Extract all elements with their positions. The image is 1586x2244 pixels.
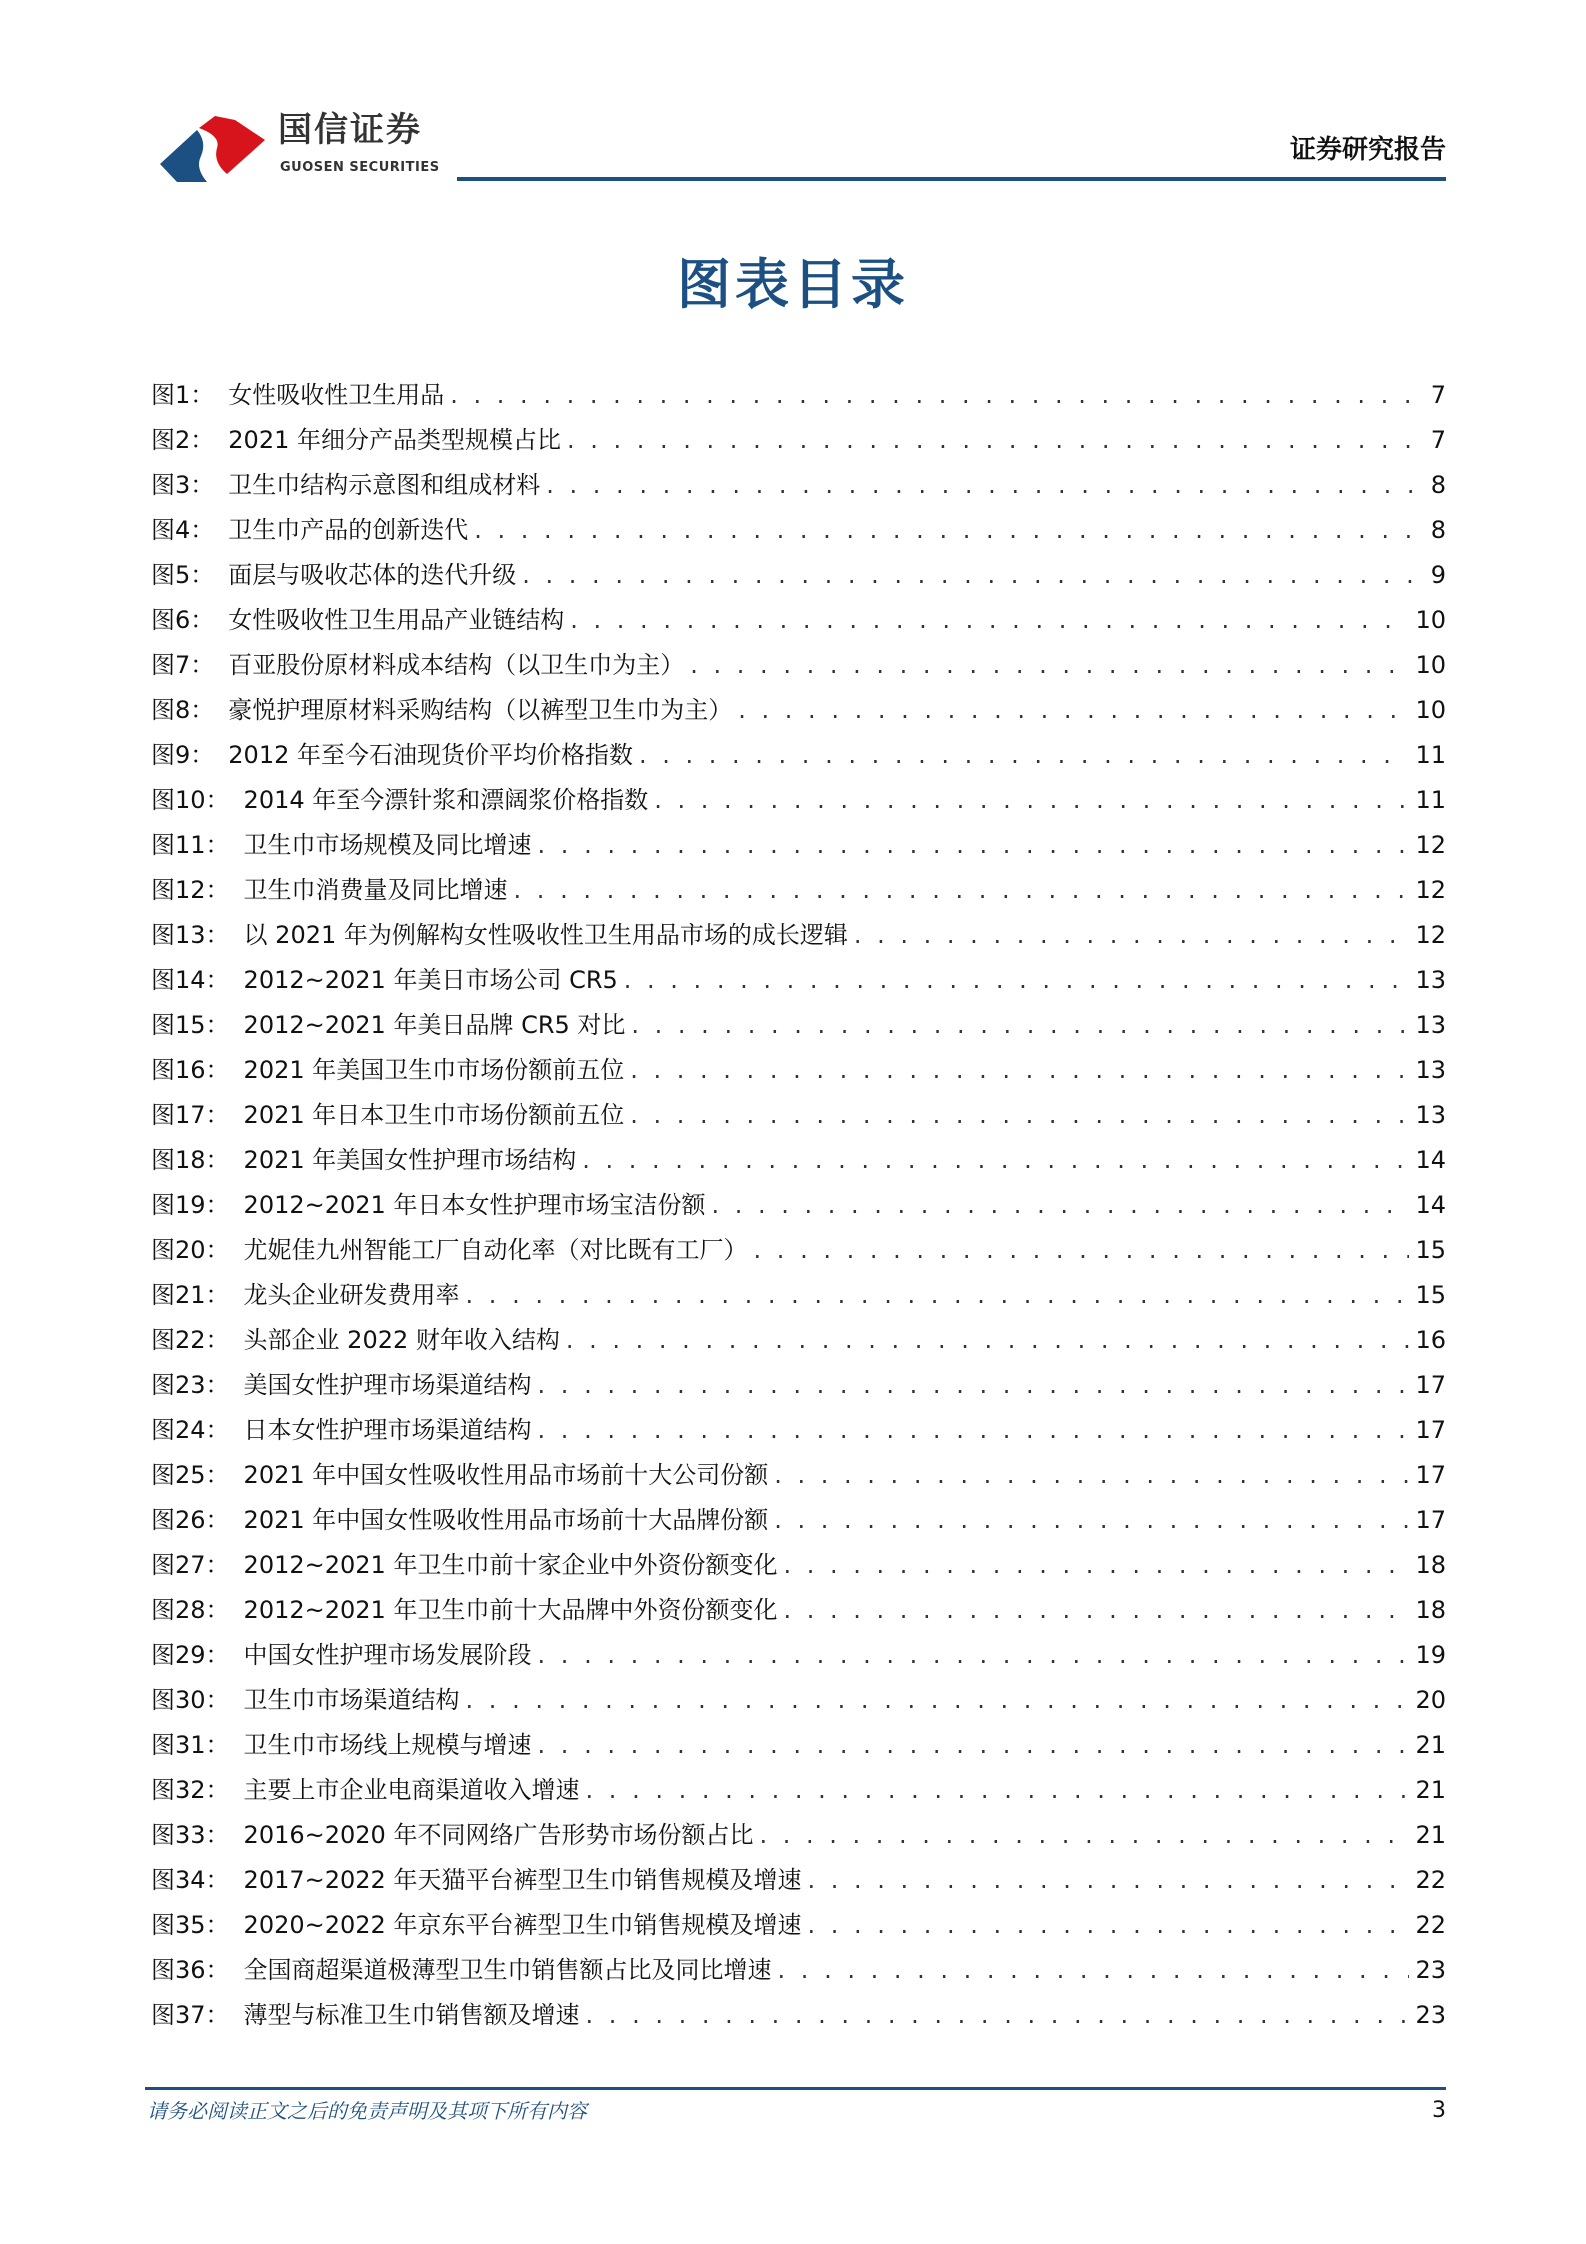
toc-page-number: 23 (1415, 1956, 1446, 1984)
figure-number: 图33： (151, 1821, 230, 1849)
toc-page-number: 18 (1415, 1551, 1446, 1579)
figure-title: 以 2021 年为例解构女性吸收性卫生用品市场的成长逻辑 (243, 921, 848, 949)
toc-label (151, 1995, 580, 2035)
leader-dots (783, 1545, 1409, 1585)
figure-number: 图28： (151, 1596, 230, 1624)
toc-page-number: 12 (1415, 876, 1446, 904)
figure-title: 2021 年中国女性吸收性用品市场前十大品牌份额 (243, 1506, 769, 1534)
figure-title: 2012~2021 年卫生巾前十大品牌中外资份额变化 (243, 1596, 778, 1624)
figure-number: 图25： (151, 1461, 230, 1489)
toc-page-number: 13 (1415, 1101, 1446, 1129)
figure-title: 中国女性护理市场发展阶段 (243, 1641, 532, 1669)
toc-page-number: 13 (1415, 1056, 1446, 1084)
toc-entry[interactable] (151, 1095, 1446, 1140)
leader-dots (631, 1005, 1409, 1045)
toc-entry[interactable] (151, 1005, 1446, 1050)
toc-label (151, 1500, 768, 1540)
leader-dots (654, 780, 1409, 820)
toc-page-number: 20 (1415, 1686, 1446, 1714)
figure-number: 图24： (151, 1416, 230, 1444)
toc-page-number: 19 (1415, 1641, 1446, 1669)
leader-dots (566, 1320, 1410, 1360)
leader-dots (711, 1185, 1409, 1225)
figure-number: 图23： (151, 1371, 230, 1399)
toc-label (151, 510, 468, 550)
toc-label (151, 555, 516, 595)
figure-number: 图34： (151, 1866, 230, 1894)
figure-number: 图4： (151, 516, 215, 544)
toc-label (151, 420, 561, 460)
figure-number: 图10： (151, 786, 230, 814)
toc-page-number: 21 (1415, 1821, 1446, 1849)
figure-number: 图16： (151, 1056, 230, 1084)
figure-number: 图2： (151, 426, 215, 454)
toc-label (151, 870, 508, 910)
leader-dots (538, 825, 1410, 865)
toc-entry[interactable] (151, 1905, 1446, 1950)
header-divider (457, 177, 1446, 181)
leader-dots (774, 1500, 1409, 1540)
toc-entry[interactable] (151, 555, 1446, 600)
leader-dots (807, 1860, 1409, 1900)
figure-number: 图3： (151, 471, 215, 499)
toc-label (151, 1815, 753, 1855)
toc-label (151, 1860, 801, 1900)
toc-entry[interactable] (151, 960, 1446, 1005)
toc-entry[interactable] (151, 825, 1446, 870)
toc-label (151, 465, 540, 505)
figure-title: 2016~2020 年不同网络广告形势市场份额占比 (243, 1821, 754, 1849)
toc-label (151, 600, 564, 640)
toc-label (151, 645, 684, 685)
figure-title: 2012~2021 年日本女性护理市场宝洁份额 (243, 1191, 706, 1219)
leader-dots (538, 1725, 1410, 1765)
leader-dots (586, 1770, 1410, 1810)
toc-page-number: 12 (1415, 831, 1446, 859)
figure-title: 全国商超渠道极薄型卫生巾销售额占比及同比增速 (243, 1956, 772, 1984)
toc-page-number: 22 (1415, 1911, 1446, 1939)
toc-entry[interactable] (151, 735, 1446, 780)
toc-label (151, 1590, 777, 1630)
leader-dots (466, 1275, 1410, 1315)
figure-number: 图21： (151, 1281, 230, 1309)
toc-page-number: 17 (1415, 1371, 1446, 1399)
figure-title: 2020~2022 年京东平台裤型卫生巾销售规模及增速 (243, 1911, 802, 1939)
figure-title: 2012~2021 年美日市场公司 CR5 (243, 966, 618, 994)
toc-label (151, 375, 444, 415)
figure-number: 图35： (151, 1911, 230, 1939)
toc-page-number: 11 (1415, 786, 1446, 814)
figure-title: 日本女性护理市场渠道结构 (243, 1416, 532, 1444)
toc-label (151, 960, 618, 1000)
leader-dots (754, 1230, 1410, 1270)
toc-page-number: 16 (1415, 1326, 1446, 1354)
figure-number: 图6： (151, 606, 215, 634)
toc-page-number: 17 (1415, 1461, 1446, 1489)
toc-entry[interactable] (151, 1230, 1446, 1275)
figure-title: 女性吸收性卫生用品 (228, 381, 445, 409)
footer-disclaimer: 请务必阅读正文之后的免责声明及其项下所有内容 (147, 2099, 587, 2123)
leader-dots (630, 1095, 1409, 1135)
toc-entry[interactable] (151, 1725, 1446, 1770)
toc-label (151, 1140, 576, 1180)
leader-dots (474, 510, 1424, 550)
figure-title: 2012 年至今石油现货价平均价格指数 (228, 741, 633, 769)
figure-title: 主要上市企业电商渠道收入增速 (243, 1776, 580, 1804)
figure-title: 卫生巾市场渠道结构 (243, 1686, 460, 1714)
figure-title: 头部企业 2022 财年收入结构 (243, 1326, 560, 1354)
leader-dots (807, 1905, 1409, 1945)
leader-dots (759, 1815, 1409, 1855)
toc-entry[interactable] (151, 1770, 1446, 1815)
toc-label (151, 915, 848, 955)
toc-page-number: 21 (1415, 1731, 1446, 1759)
toc-label (151, 1455, 768, 1495)
toc-page-number: 21 (1415, 1776, 1446, 1804)
figure-number: 图26： (151, 1506, 230, 1534)
leader-dots (639, 735, 1409, 775)
figure-number: 图7： (151, 651, 215, 679)
figure-number: 图31： (151, 1731, 230, 1759)
toc-entry[interactable] (151, 510, 1446, 555)
report-type: 证券研究报告 (1289, 135, 1446, 165)
figure-title: 卫生巾市场线上规模与增速 (243, 1731, 532, 1759)
figure-number: 图8： (151, 696, 215, 724)
figure-number: 图37： (151, 2001, 230, 2029)
toc-page-number: 13 (1415, 966, 1446, 994)
toc-entry[interactable] (151, 1635, 1446, 1680)
figure-number: 图14： (151, 966, 230, 994)
toc-page-number: 11 (1415, 741, 1446, 769)
figure-number: 图9： (151, 741, 215, 769)
figure-title: 龙头企业研发费用率 (243, 1281, 460, 1309)
toc-entry[interactable] (151, 420, 1446, 465)
figure-title: 卫生巾市场规模及同比增速 (243, 831, 532, 859)
toc-page-number: 18 (1415, 1596, 1446, 1624)
figure-number: 图22： (151, 1326, 230, 1354)
toc-entry[interactable] (151, 780, 1446, 825)
toc-page-number: 7 (1430, 381, 1446, 409)
toc-label (151, 1905, 801, 1945)
toc-entry[interactable] (151, 1410, 1446, 1455)
toc-page-number: 8 (1430, 471, 1446, 499)
toc-page-number: 10 (1415, 606, 1446, 634)
figure-title: 卫生巾结构示意图和组成材料 (228, 471, 541, 499)
toc-page-number: 15 (1415, 1236, 1446, 1264)
toc-label (151, 1950, 772, 1990)
toc-entry[interactable] (151, 1320, 1446, 1365)
guosen-logo-icon (155, 112, 275, 184)
figure-title: 面层与吸收芯体的迭代升级 (228, 561, 517, 589)
figure-number: 图1： (151, 381, 215, 409)
leader-dots (538, 1365, 1410, 1405)
toc-page-number: 12 (1415, 921, 1446, 949)
figure-title: 女性吸收性卫生用品产业链结构 (228, 606, 565, 634)
logo-text-en: GUOSEN SECURITIES (280, 160, 440, 175)
toc-entry[interactable] (151, 1500, 1446, 1545)
figure-number: 图36： (151, 1956, 230, 1984)
toc-label (151, 1095, 624, 1135)
figure-title: 2021 年美国女性护理市场结构 (243, 1146, 577, 1174)
figure-number: 图29： (151, 1641, 230, 1669)
figure-title: 卫生巾产品的创新迭代 (228, 516, 469, 544)
toc-entry[interactable] (151, 870, 1446, 915)
leader-dots (778, 1950, 1410, 1990)
page-number: 3 (1432, 2098, 1446, 2123)
figure-title: 2012~2021 年卫生巾前十家企业中外资份额变化 (243, 1551, 778, 1579)
toc-label (151, 1230, 748, 1270)
leader-dots (567, 420, 1425, 460)
toc-label (151, 1725, 532, 1765)
figure-title: 卫生巾消费量及同比增速 (243, 876, 508, 904)
leader-dots (466, 1680, 1410, 1720)
toc-page-number: 10 (1415, 651, 1446, 679)
leader-dots (582, 1140, 1409, 1180)
toc-entry[interactable] (151, 690, 1446, 735)
toc-entry[interactable] (151, 645, 1446, 690)
figure-number: 图30： (151, 1686, 230, 1714)
toc-page-number: 8 (1430, 516, 1446, 544)
figure-title: 2017~2022 年天猫平台裤型卫生巾销售规模及增速 (243, 1866, 802, 1894)
toc-entry[interactable] (151, 1860, 1446, 1905)
toc-page-number: 17 (1415, 1506, 1446, 1534)
figure-number: 图12： (151, 876, 230, 904)
footer-divider (145, 2087, 1446, 2090)
toc-label (151, 1680, 460, 1720)
figure-number: 图17： (151, 1101, 230, 1129)
leader-dots (450, 375, 1424, 415)
figure-number: 图13： (151, 921, 230, 949)
figure-number: 图19： (151, 1191, 230, 1219)
toc-label (151, 1365, 532, 1405)
toc-page-number: 14 (1415, 1146, 1446, 1174)
toc-page-number: 23 (1415, 2001, 1446, 2029)
toc-page-number: 22 (1415, 1866, 1446, 1894)
toc-entry[interactable] (151, 1680, 1446, 1725)
leader-dots (514, 870, 1410, 910)
toc-entry[interactable] (151, 375, 1446, 420)
toc-entry[interactable] (151, 915, 1446, 960)
toc-label (151, 1545, 777, 1585)
figure-number: 图20： (151, 1236, 230, 1264)
figure-number: 图5： (151, 561, 215, 589)
figure-title: 2021 年美国卫生巾市场份额前五位 (243, 1056, 625, 1084)
toc-label (151, 1320, 560, 1360)
toc-entry[interactable] (151, 1545, 1446, 1590)
leader-dots (690, 645, 1409, 685)
figure-title: 美国女性护理市场渠道结构 (243, 1371, 532, 1399)
figure-number: 图32： (151, 1776, 230, 1804)
toc-page-number: 15 (1415, 1281, 1446, 1309)
toc-entry[interactable] (151, 465, 1446, 510)
leader-dots (586, 1995, 1410, 2035)
figure-title: 2014 年至今漂针浆和漂阔浆价格指数 (243, 786, 649, 814)
toc-page-number: 7 (1430, 426, 1446, 454)
toc-page-number: 17 (1415, 1416, 1446, 1444)
toc-entry[interactable] (151, 1455, 1446, 1500)
figure-number: 图27： (151, 1551, 230, 1579)
toc-entry[interactable] (151, 1995, 1446, 2040)
toc-label (151, 1770, 580, 1810)
toc-entry[interactable] (151, 1815, 1446, 1860)
toc-label (151, 1635, 532, 1675)
figure-title: 2012~2021 年美日品牌 CR5 对比 (243, 1011, 626, 1039)
toc-entry[interactable] (151, 1185, 1446, 1230)
toc-entry[interactable] (151, 1050, 1446, 1095)
toc-entry[interactable] (151, 1140, 1446, 1185)
leader-dots (624, 960, 1410, 1000)
toc-entry[interactable] (151, 1365, 1446, 1410)
toc-label (151, 780, 648, 820)
toc-label (151, 1050, 624, 1090)
toc-label (151, 735, 633, 775)
leader-dots (783, 1590, 1409, 1630)
figure-toc (151, 375, 1446, 2040)
toc-entry[interactable] (151, 1590, 1446, 1635)
leader-dots (570, 600, 1409, 640)
page-title: 图表目录 (677, 253, 909, 316)
leader-dots (630, 1050, 1409, 1090)
toc-page-number: 14 (1415, 1191, 1446, 1219)
figure-title: 豪悦护理原材料采购结构（以裤型卫生巾为主） (228, 696, 733, 724)
toc-entry[interactable] (151, 1275, 1446, 1320)
figure-title: 尤妮佳九州智能工厂自动化率（对比既有工厂） (243, 1236, 748, 1264)
leader-dots (546, 465, 1424, 505)
figure-title: 2021 年中国女性吸收性用品市场前十大公司份额 (243, 1461, 769, 1489)
leader-dots (522, 555, 1424, 595)
toc-page-number: 9 (1430, 561, 1446, 589)
figure-title: 百亚股份原材料成本结构（以卫生巾为主） (228, 651, 685, 679)
toc-entry[interactable] (151, 600, 1446, 645)
figure-title: 2021 年日本卫生巾市场份额前五位 (243, 1101, 625, 1129)
toc-label (151, 1005, 625, 1045)
toc-page-number: 10 (1415, 696, 1446, 724)
leader-dots (738, 690, 1409, 730)
leader-dots (538, 1635, 1410, 1675)
toc-label (151, 1185, 705, 1225)
leader-dots (538, 1410, 1410, 1450)
toc-label (151, 690, 732, 730)
toc-page-number: 13 (1415, 1011, 1446, 1039)
logo-text-cn: 国信证券 (278, 110, 422, 150)
leader-dots (774, 1455, 1409, 1495)
figure-title: 2021 年细分产品类型规模占比 (228, 426, 561, 454)
figure-number: 图11： (151, 831, 230, 859)
figure-number: 图18： (151, 1146, 230, 1174)
toc-entry[interactable] (151, 1950, 1446, 1995)
figure-title: 薄型与标准卫生巾销售额及增速 (243, 2001, 580, 2029)
toc-label (151, 1275, 460, 1315)
toc-label (151, 825, 532, 865)
figure-number: 图15： (151, 1011, 230, 1039)
leader-dots (854, 915, 1410, 955)
toc-label (151, 1410, 532, 1450)
